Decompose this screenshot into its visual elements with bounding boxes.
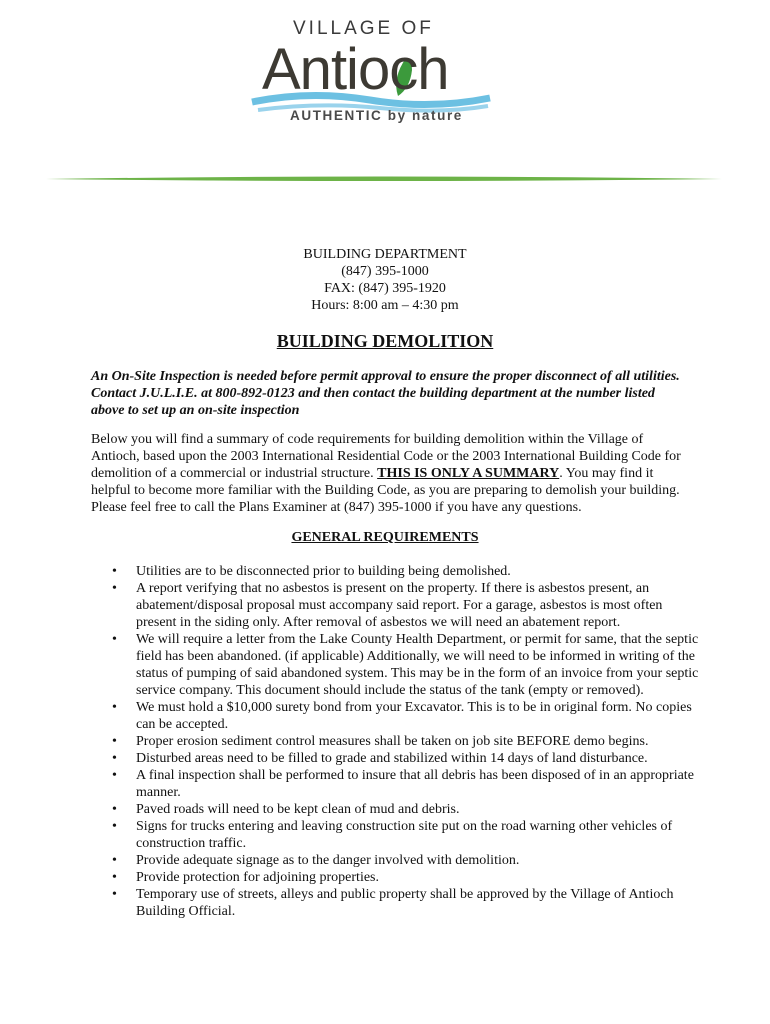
list-item: • We will require a letter from the Lake County Health Department, or permit for same, that the septic field has been abandoned. (if applicable) Additionally, we will need to be informed in writing of the status of pumping of said abandoned system. This may be in the form of an invoice from your septic service company. This document should include the status of the tank (empty or removed). (112, 631, 702, 699)
department-phone: (847) 395-1000 (341, 264, 429, 279)
list-item: • We must hold a $10,000 surety bond from your Excavator. This is to be in original form. No copies can be accepted. (112, 699, 702, 733)
list-item: • Provide protection for adjoining properties. (112, 869, 702, 886)
intro-text-after: . You may find it helpful to become more familiar with the Building Code, as you are preparing to demolish your building. Please feel free to call the Plans Examiner at (847) 395-1000 if you have any questions. (91, 466, 680, 515)
intro-text-before: Below you will find a summary of code requirements for building demolition within the Village of Antioch, based upon the 2003 International Residential Code or the 2003 International Building Code for demolition of a commercial or industrial structure. (91, 432, 681, 481)
inspection-notice: An On-Site Inspection is needed before permit approval to ensure the proper disconnect of all utilities. Contact J.U.L.I.E. at 800-892-0123 and then contact the building department at the number listed above to set up an on-site inspection (91, 369, 680, 418)
department-name: BUILDING DEPARTMENT (303, 247, 467, 262)
logo-village-of: VILLAGE OF (293, 18, 434, 39)
village-logo (240, 18, 510, 138)
department-fax: FAX: (847) 395-1920 (324, 281, 446, 296)
list-item: • Temporary use of streets, alleys and public property shall be approved by the Village of Antioch Building Official. (112, 886, 702, 920)
section-heading: GENERAL REQUIREMENTS (291, 530, 479, 545)
page-title: BUILDING DEMOLITION (276, 331, 494, 351)
department-hours: Hours: 8:00 am – 4:30 pm (311, 298, 459, 313)
list-item: • Proper erosion sediment control measures shall be taken on job site BEFORE demo begins. (112, 733, 702, 750)
green-divider (46, 172, 722, 186)
list-item: • Signs for trucks entering and leaving construction site put on the road warning other vehicles of construction traffic. (112, 818, 702, 852)
logo-tagline: AUTHENTIC by nature (290, 108, 463, 123)
requirements-list (112, 563, 702, 920)
list-item: • Paved roads will need to be kept clean of mud and debris. (112, 801, 702, 818)
list-item: • A report verifying that no asbestos is present on the property. If there is asbestos present, an abatement/disposal proposal must accompany said report. For a garage, asbestos is most often present in the siding only. After removal of asbestos we will need an abatement report. (112, 580, 702, 631)
list-item: • Disturbed areas need to be filled to grade and stabilized within 14 days of land disturbance. (112, 750, 702, 767)
summary-emphasis: THIS IS ONLY A SUMMARY (377, 466, 560, 481)
intro-paragraph (91, 431, 691, 516)
list-item: • A final inspection shall be performed to insure that all debris has been disposed of in an appropriate manner. (112, 767, 702, 801)
list-item: • Utilities are to be disconnected prior to building being demolished. (112, 563, 702, 580)
logo-name: Antioch (262, 37, 449, 102)
list-item: • Provide adequate signage as to the danger involved with demolition. (112, 852, 702, 869)
department-contact (0, 246, 770, 314)
